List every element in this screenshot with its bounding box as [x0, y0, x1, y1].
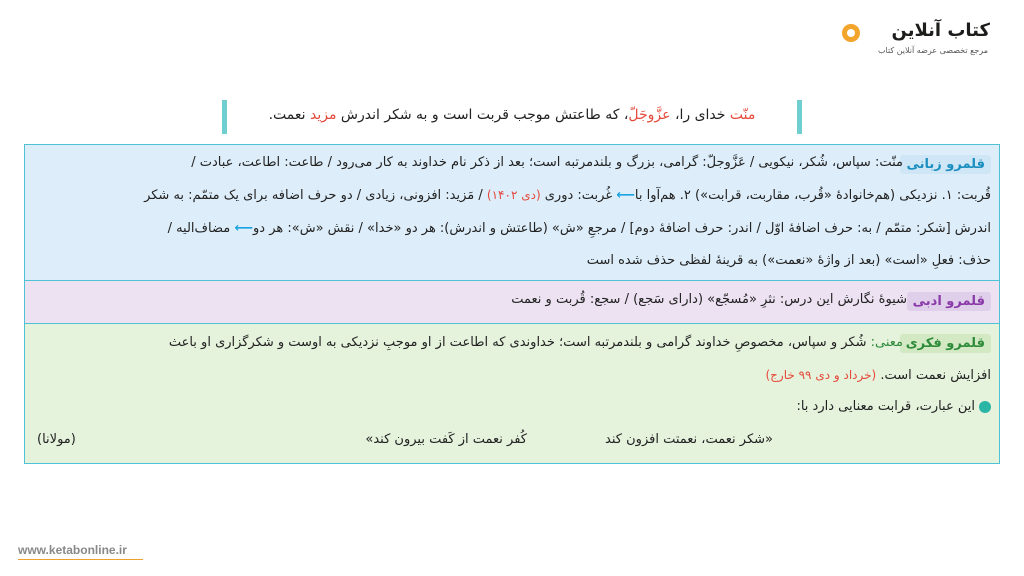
language-row [25, 145, 999, 281]
analysis-table [24, 144, 1000, 464]
literary-text: شیوهٔ نگارش این درس: نثرِ «مُسجّع» (دارای سَجع) / سجع: قُربت و نعمت [511, 292, 907, 307]
thought-text: افزایش نعمت است. [876, 368, 991, 383]
language-line-4: حذف: فعلِ «است» (بعد از واژهٔ «نعمت») به قرینهٔ لفظی حذف شده است [586, 253, 991, 268]
thought-row [25, 324, 999, 463]
language-line-1: منّت: سپاس، شُکر، نیکویی / عَزَّوجلّ: گرامی، بزرگ و بلندمرتبه است؛ بعد از ذکر نام خداوند به کار می‌رود / طاعت: اطاعت، عبادت / [191, 155, 903, 170]
language-text: قُربت: ۱. نزدیکی (هم‌خانوادهٔ «قُرب، مقاربت، قرابت») ۲. هم‌آوا با [634, 188, 991, 203]
brand-logo [840, 20, 990, 60]
footer-url[interactable]: www.ketabonline.ir [18, 543, 127, 557]
title-word-mannat: منّت [729, 107, 756, 123]
language-line-3 [35, 221, 991, 236]
thought-line-2 [35, 368, 991, 383]
verse-1: «شکر نعمت، نعمتت افزون کند [605, 432, 773, 447]
exam-year: (دی ۱۴۰۲) [486, 188, 541, 202]
language-text: مضاف‌الیه / [167, 221, 235, 236]
language-label: قلمرو زبانی [900, 155, 991, 174]
title-word-azzavajal: عزَّوجَلّ [628, 107, 671, 123]
title-sentence [232, 107, 792, 123]
title-fragment: خدای را، [670, 107, 730, 123]
meaning-label: معنی: [870, 335, 903, 350]
logo-icon [842, 24, 860, 42]
title-bar [222, 100, 802, 134]
literary-row [25, 281, 999, 324]
language-line-2 [35, 188, 991, 203]
literary-label: قلمرو ادبی [907, 292, 991, 311]
thought-text: این عبارت، قرابت معنایی دارد با: [796, 399, 975, 414]
bullet-icon [979, 401, 991, 413]
title-fragment: نعمت. [268, 107, 311, 123]
arrow-icon: ⟵ [616, 188, 635, 203]
title-bar-left-accent [222, 100, 227, 134]
verse-2: کُفر نعمت از کَفت بیرون کند» [365, 432, 527, 447]
language-text: اندرش [شکر: متمّم / به: حرف اضافهٔ اوّل / اندر: حرف اضافهٔ دوم] / مرجعِ «ش» (طاعتش و اندرش): هر دو «خدا» / نقش «ش»: هر دو [253, 221, 991, 236]
title-bar-right-accent [797, 100, 802, 134]
language-text: غُربت: دوری [540, 188, 617, 203]
arrow-icon: ⟵ [234, 221, 253, 236]
brand-tagline: مرجع تخصصی عرضه آنلاین کتاب [877, 46, 988, 55]
title-word-mazid: مزید [310, 107, 337, 123]
footer-underline [18, 559, 143, 560]
thought-line-1 [35, 335, 903, 350]
thought-label: قلمرو فکری [900, 334, 991, 353]
exam-year: (خرداد و دی ۹۹ خارج) [765, 368, 877, 382]
poet-name: (مولانا) [37, 432, 76, 447]
language-text: / مَزید: افزونی، زیادی / دو حرف اضافه برای یک متمّم: به شکر [144, 188, 487, 203]
title-fragment: ، که طاعتش موجب قربت است و به شکر اندرش [336, 107, 629, 123]
thought-line-3 [35, 399, 991, 414]
thought-text: شُکر و سپاس، مخصوصِ خداوند گرامی و بلندمرتبه است؛ خداوندی که اطاعت از او موجبِ نزدیکی به اوست و شکرگزاری او باعث [168, 335, 871, 350]
brand-name: کتاب آنلاین [891, 20, 990, 41]
